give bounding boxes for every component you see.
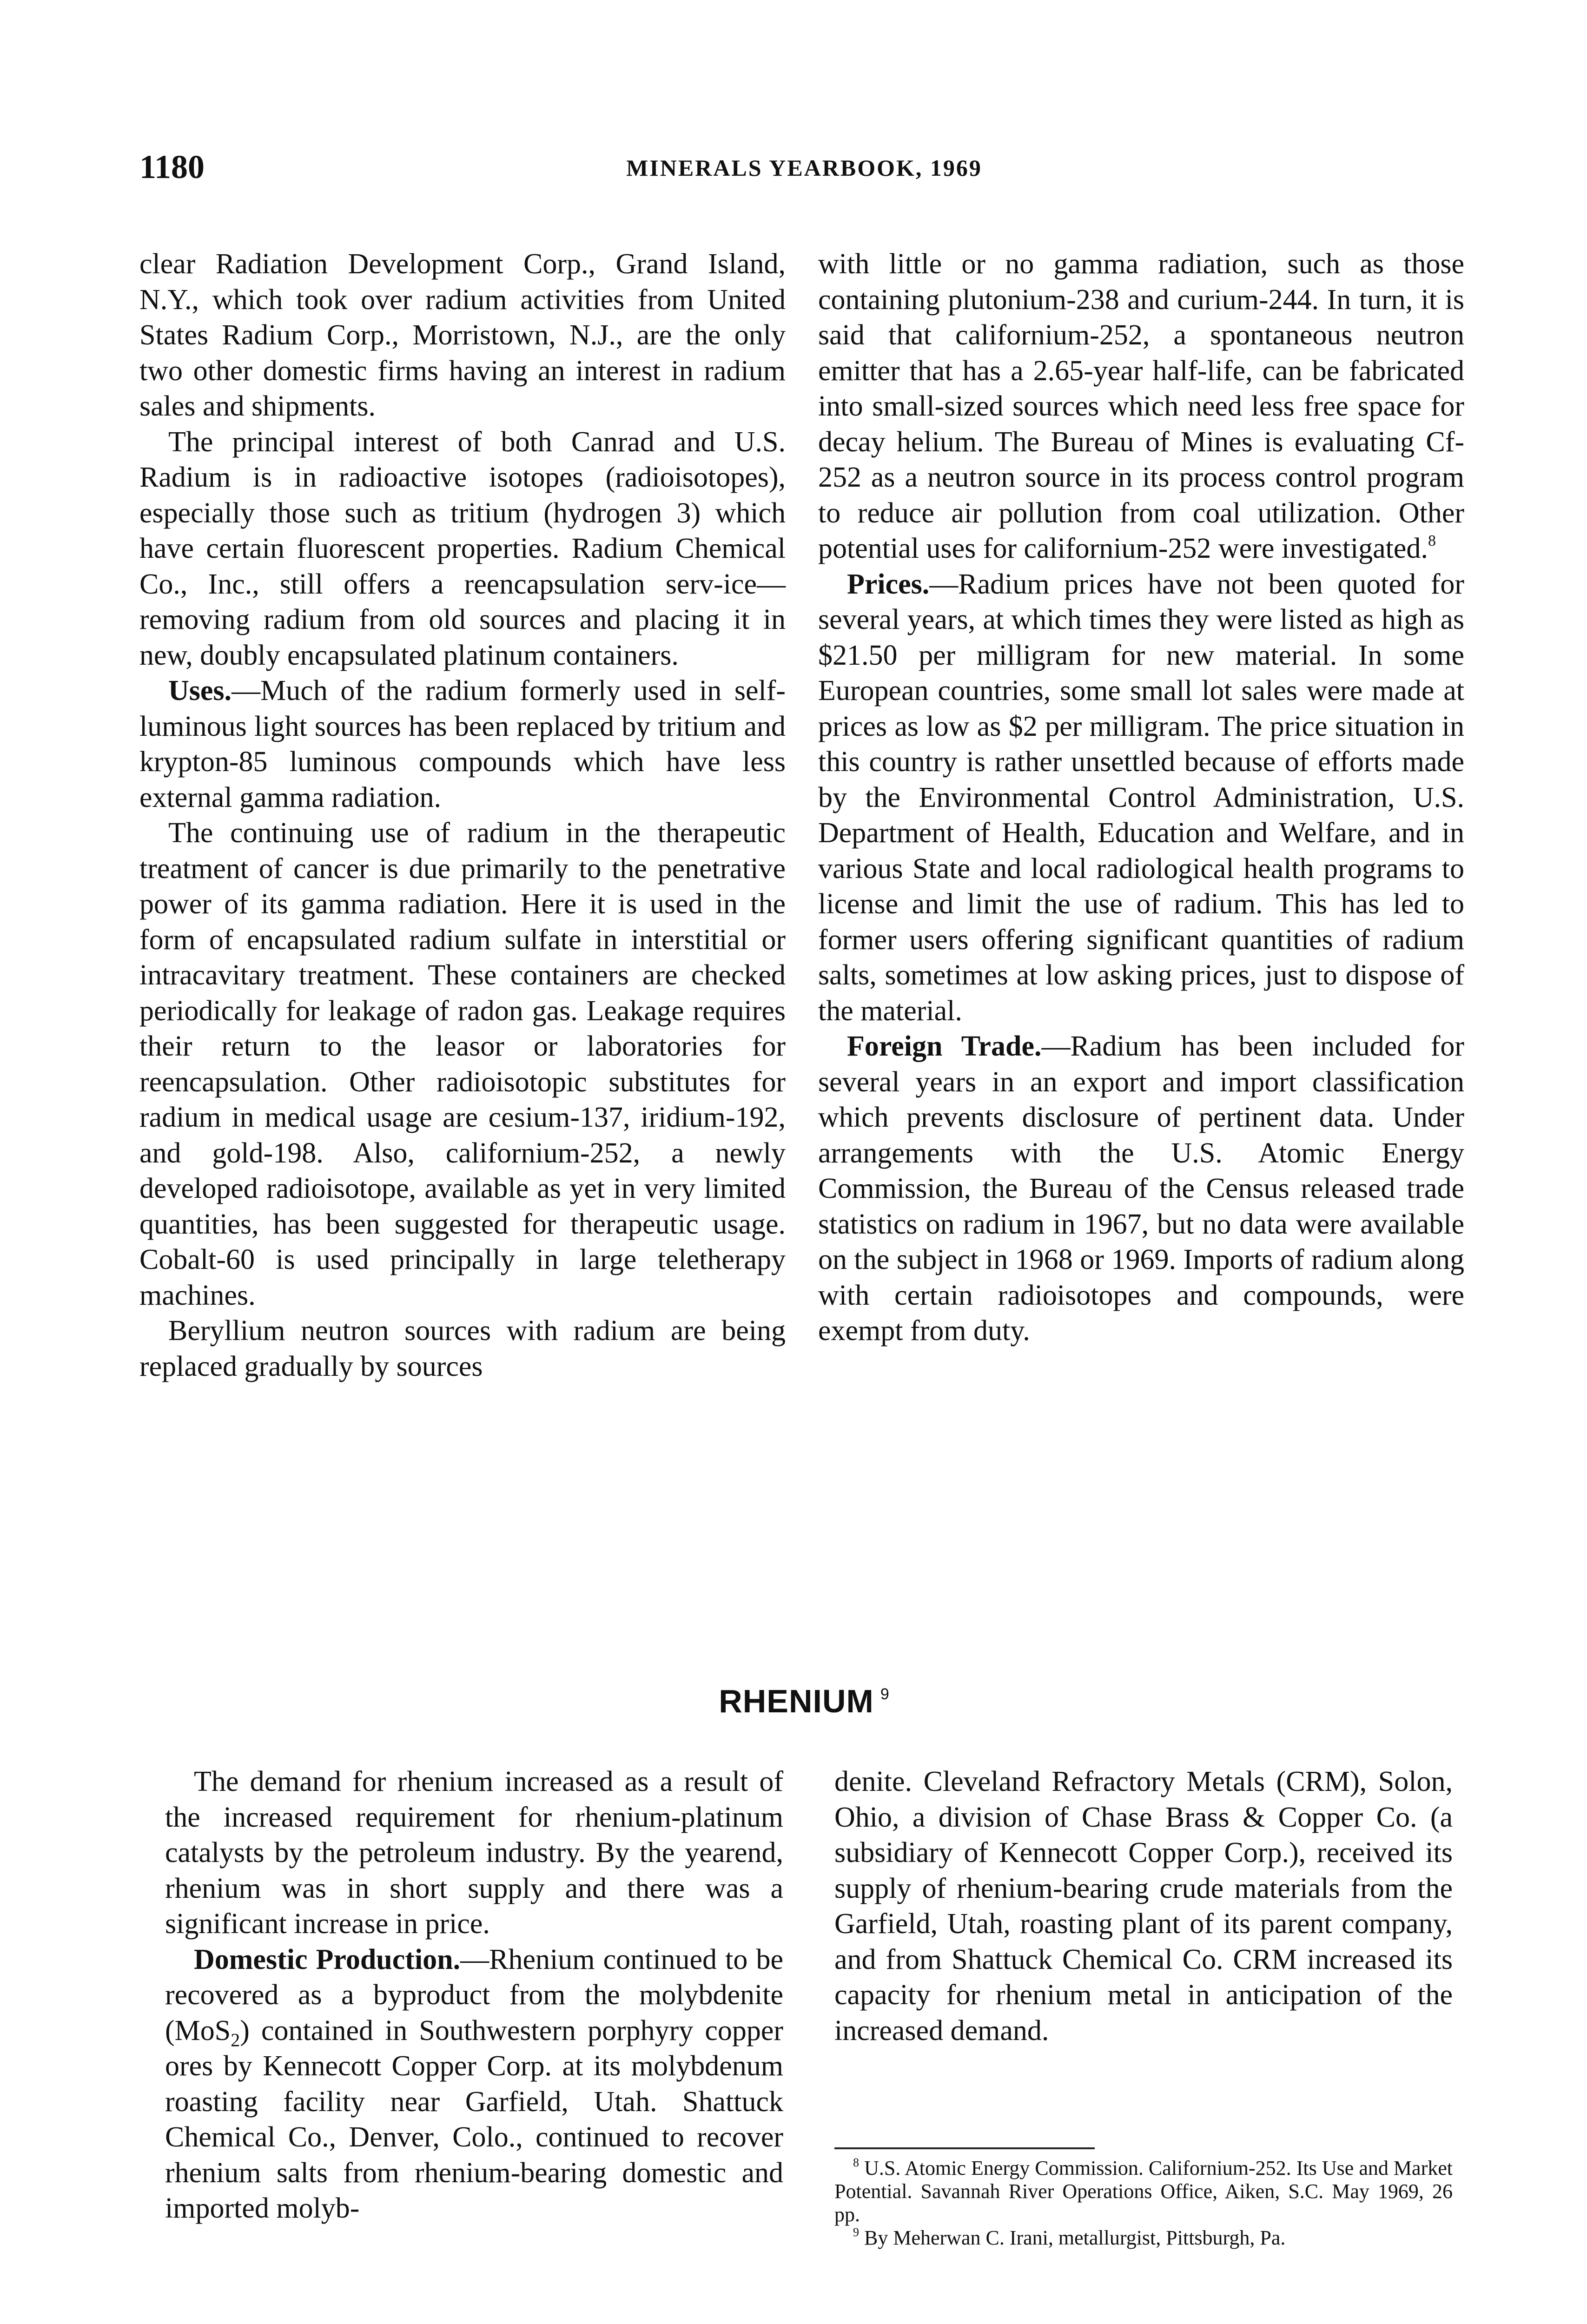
foreign-trade-heading: Foreign Trade.: [847, 1030, 1042, 1062]
footnote-mark: 9: [853, 2225, 859, 2239]
rhenium-right-column: [834, 1764, 1453, 2048]
page-number: 1180: [139, 148, 205, 185]
paragraph: [818, 246, 1464, 567]
paragraph: The principal interest of both Canrad and U.S. Radium is in radioactive isotopes (radioisotopes), especially those such as tritium (hydrogen 3) which have certain fluorescent properties. Radium Chemical Co., Inc., still offers a reencapsulation serv-ice—removing radium from old sources and placing it in new, doubly encapsulated platinum containers.: [139, 426, 786, 671]
paragraph-text: with little or no gamma radiation, such as those containing plutonium-238 and curium-244. In turn, it is said that californium-252, a spontaneous neutron emitter that has a 2.65-year half-life, can be fabricated into small-sized sources which need less free space for decay helium. The Bureau of Mines is evaluating Cf-252 as a neutron source in its process control program to reduce air pollution from coal utilization. Other potential uses for californium-252 were investigated.: [818, 248, 1464, 564]
paragraph: Beryllium neutron sources with radium are being replaced gradually by sources: [139, 1315, 786, 1382]
prices-heading: Prices.: [847, 568, 930, 600]
footnotes: [834, 2157, 1453, 2250]
paragraph-text: ) contained in Southwestern porphyry copper ores by Kennecott Copper Corp. at its molybdenum roasting facility near Garfield, Utah. Shattuck Chemical Co., Denver, Colo., continued to recover rhenium salts from rhenium-bearing domestic and imported molyb-: [165, 2014, 783, 2224]
rhenium-left-column: [165, 1764, 783, 2226]
paragraph: The demand for rhenium increased as a result of the increased requirement for rhenium-platinum catalysts by the petroleum industry. By the yearend, rhenium was in short supply and there was a significant increase in price.: [165, 1766, 783, 1940]
uses-text: —Much of the radium formerly used in self-luminous light sources has been replaced by tritium and krypton-85 luminous compounds which have less external gamma radiation.: [139, 675, 786, 813]
footnote-reference: 9: [880, 1685, 890, 1703]
footnote-divider: [834, 2147, 1095, 2149]
prices-paragraph: [818, 567, 1464, 1029]
footnote: [834, 2226, 1453, 2250]
radium-right-column: [818, 246, 1464, 1349]
footnote-mark: 8: [853, 2156, 859, 2169]
foreign-trade-text: —Radium has been included for several years in an export and import classification which prevents disclosure of pertinent data. Under arrangements with the U.S. Atomic Energy Commission, the Bureau of the Census released trade statistics on radium in 1967, but no data were available on the subject in 1968 or 1969. Imports of radium along with certain radioisotopes and compounds, were exempt from duty.: [818, 1030, 1464, 1347]
paragraph: denite. Cleveland Refractory Metals (CRM), Solon, Ohio, a division of Chase Brass & Copper Co. (a subsidiary of Kennecott Copper Corp.), received its supply of rhenium-bearing crude materials from the Garfield, Utah, roasting plant of its parent company, and from Shattuck Chemical Co. CRM increased its capacity for rhenium metal in anticipation of the increased demand.: [834, 1766, 1453, 2047]
paragraph-text: —Rhenium continued to be recovered as a byproduct from the molybdenite (MoS: [165, 1943, 783, 2047]
domestic-production-paragraph: [165, 1942, 783, 2226]
page-header: [139, 148, 1469, 190]
footnote: [834, 2157, 1453, 2226]
domestic-production-heading: Domestic Production.: [194, 1943, 461, 1975]
footnote-reference: 8: [1428, 532, 1436, 549]
uses-paragraph: [139, 673, 786, 815]
footnote-text: U.S. Atomic Energy Commission. Californium-252. Its Use and Market Potential. Savannah River Operations Office, Aiken, S.C. May 1969, 26 pp.: [834, 2157, 1453, 2226]
paragraph: clear Radiation Development Corp., Grand Island, N.Y., which took over radium activities from United States Radium Corp., Morristown, N.J., are the only two other domestic firms having an interest in radium sales and shipments.: [139, 248, 786, 422]
radium-left-column: [139, 246, 786, 1384]
section-title: [139, 1683, 1469, 1720]
running-title: MINERALS YEARBOOK, 1969: [626, 155, 982, 181]
section-title-text: RHENIUM: [719, 1683, 874, 1719]
prices-text: —Radium prices have not been quoted for several years, at which times they were listed as high as $21.50 per milligram for new material. In some European countries, some small lot sales were made at prices as low as $2 per milligram. The price situation in this country is rather unsettled because of efforts made by the Environmental Control Administration, U.S. Department of Health, Education and Welfare, and in various State and local radiological health programs to license and limit the use of radium. This has led to former users offering significant quantities of radium salts, sometimes at low asking prices, just to dispose of the material.: [818, 568, 1464, 1027]
footnote-text: By Meherwan C. Irani, metallurgist, Pittsburgh, Pa.: [864, 2226, 1286, 2249]
subscript: 2: [231, 2029, 240, 2050]
paragraph: The continuing use of radium in the therapeutic treatment of cancer is due primarily to the penetrative power of its gamma radiation. Here it is used in the form of encapsulated radium sulfate in interstitial or intracavitary treatment. These containers are checked periodically for leakage of radon gas. Leakage requires their return to the leasor or laboratories for reencapsulation. Other radioisotopic substitutes for radium in medical usage are cesium-137, iridium-192, and gold-198. Also, californium-252, a newly developed radioisotope, available as yet in very limited quantities, has been suggested for therapeutic usage. Cobalt-60 is used principally in large teletherapy machines.: [139, 817, 786, 1311]
uses-heading: Uses.: [168, 675, 232, 706]
foreign-trade-paragraph: [818, 1029, 1464, 1349]
